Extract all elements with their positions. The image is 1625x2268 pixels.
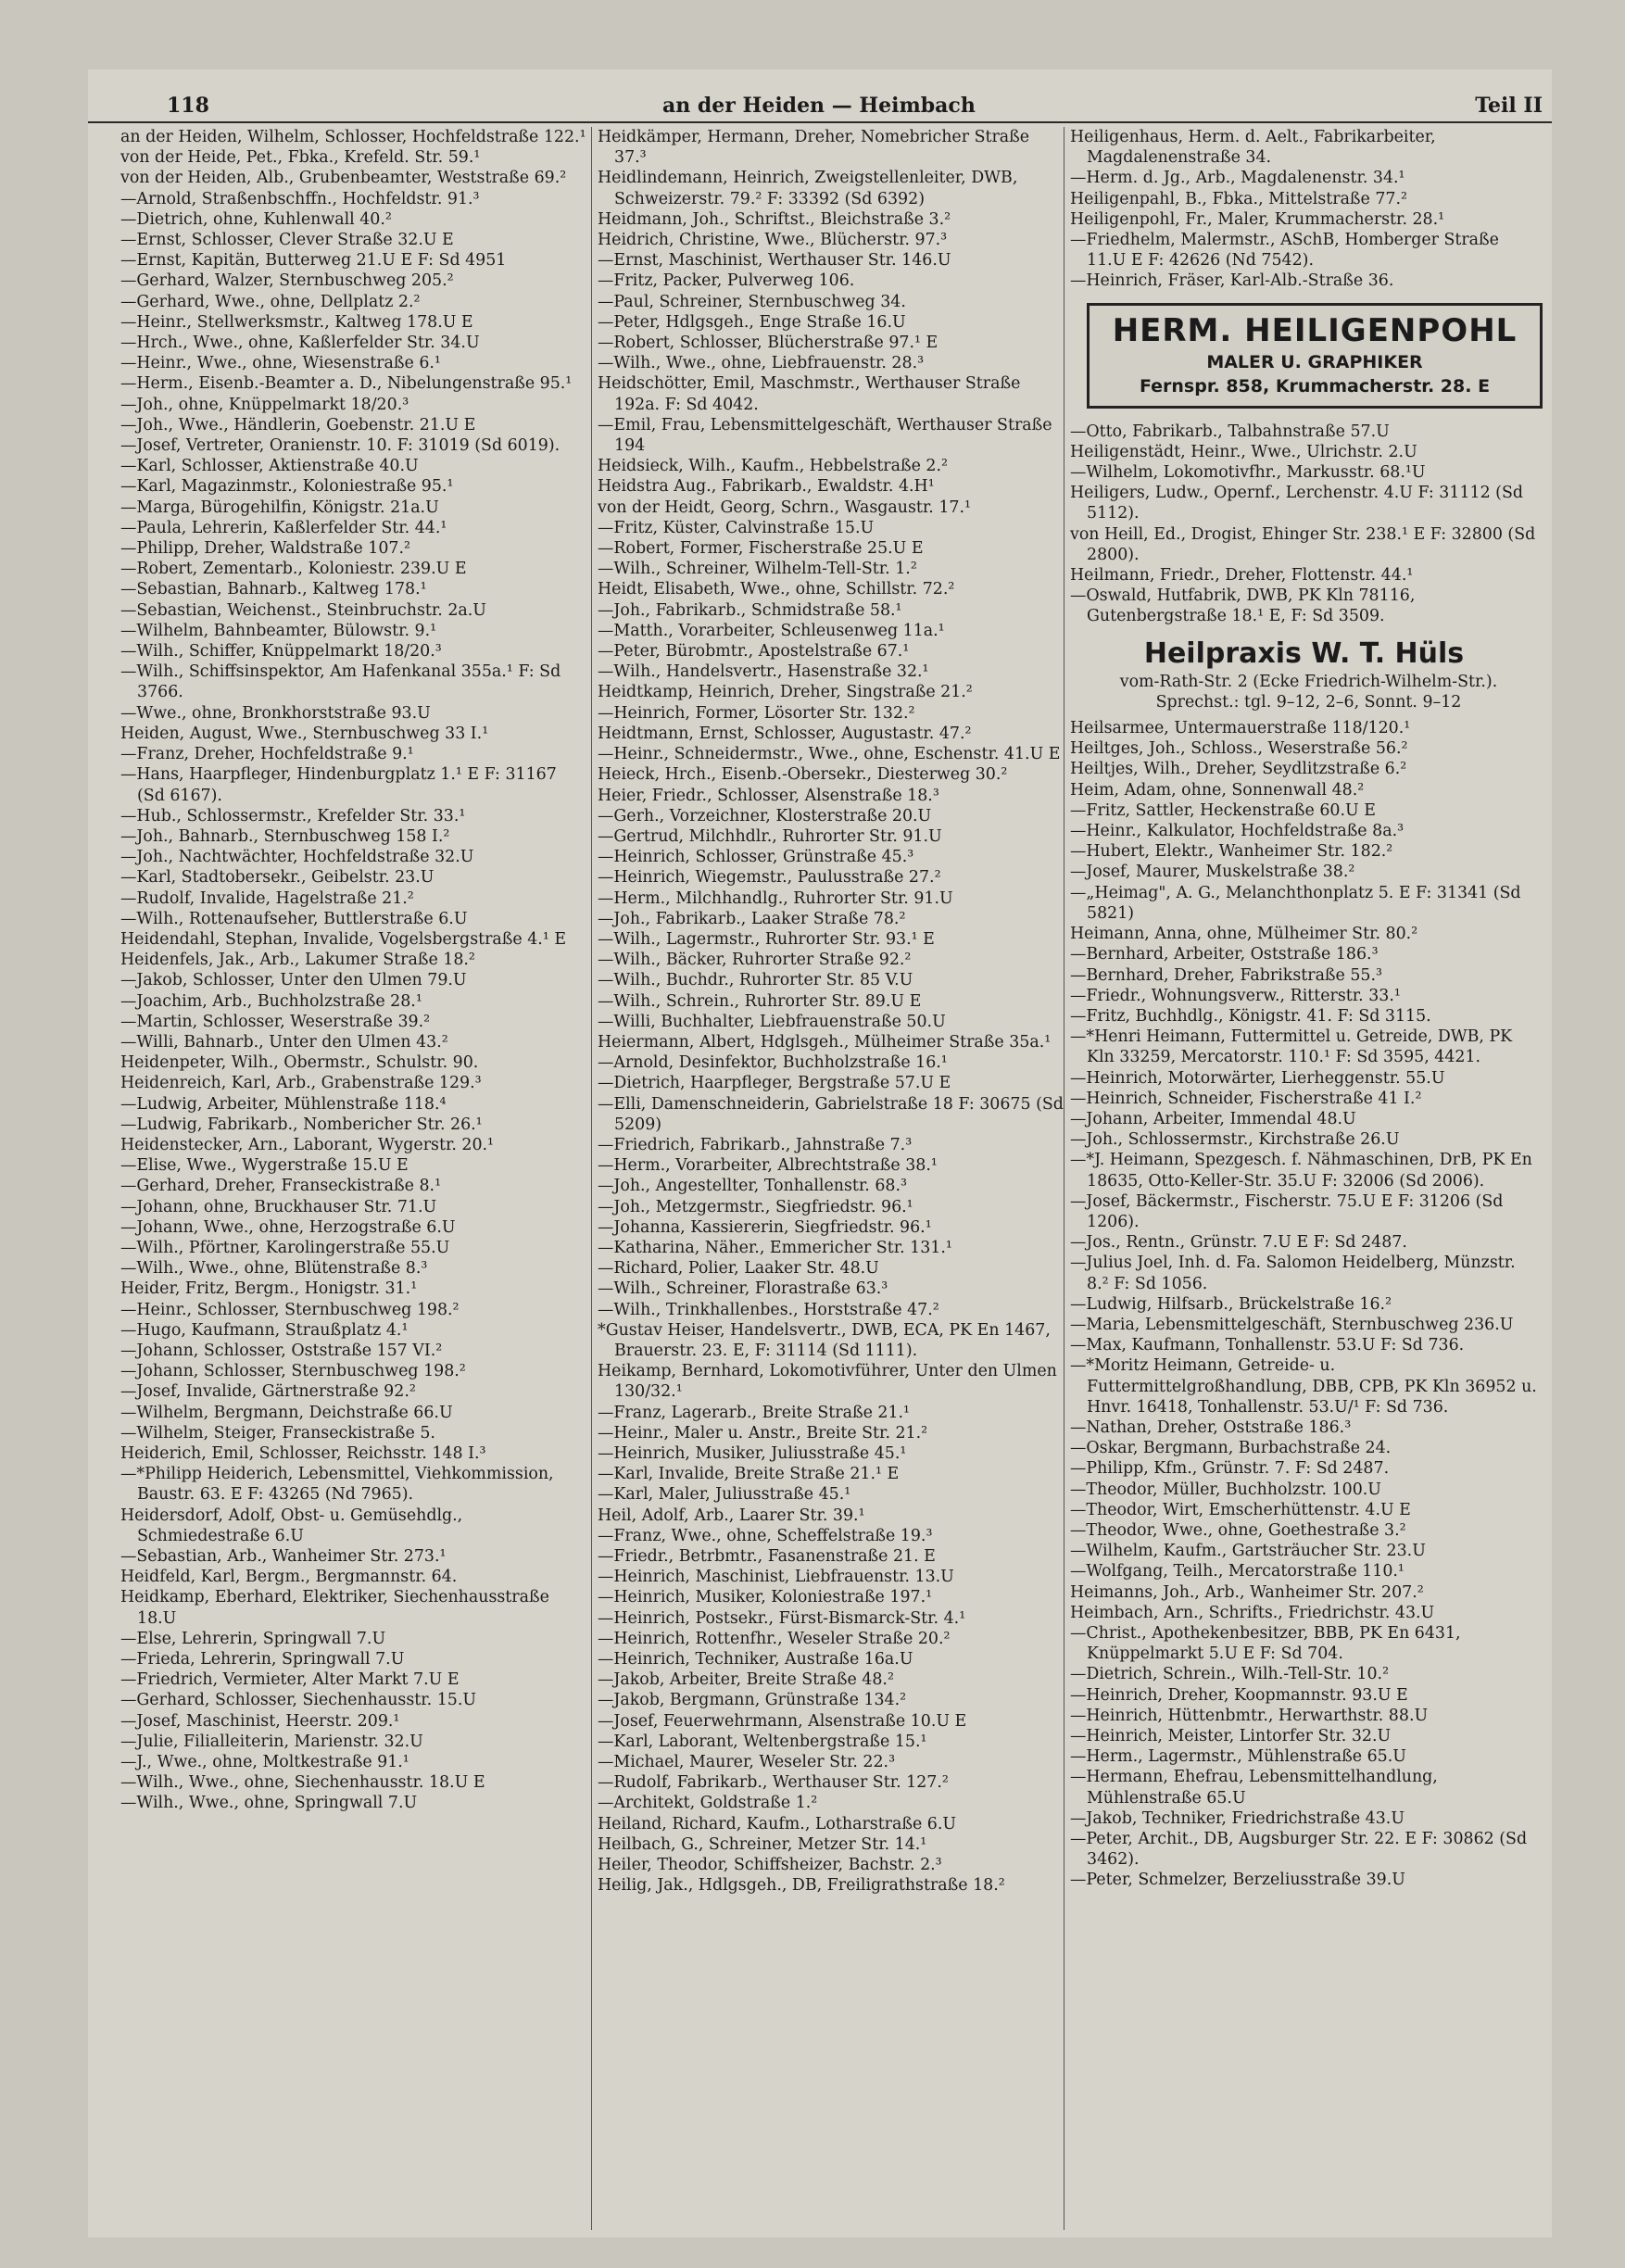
directory-entry: —Wwe., ohne, Bronkhorststraße 93.U [120, 703, 431, 723]
page-range: an der Heiden — Heimbach [662, 94, 976, 118]
directory-entry: —Friedr., Wohnungsverw., Ritterstr. 33.¹ [1070, 986, 1401, 1005]
directory-entry: —Franz, Lagerarb., Breite Straße 21.¹ [598, 1403, 911, 1422]
directory-entry: —Arnold, Straßenbschffn., Hochfeldstr. 91.³ [120, 189, 480, 208]
directory-entry: —Bernhard, Dreher, Fabrikstraße 55.³ [1070, 965, 1383, 985]
column-divider [591, 127, 592, 2230]
directory-entry: —Philipp, Kfm., Grünstr. 7. F: Sd 2487. [1070, 1459, 1390, 1479]
directory-entry: —Joh., Fabrikarb., Schmidstraße 58.¹ [598, 600, 902, 620]
advert-contact: Fernspr. 858, Krummacherstr. 28. E [1139, 375, 1491, 397]
directory-entry: Heilmann, Friedr., Dreher, Flottenstr. 44.¹ [1070, 566, 1414, 586]
directory-entry: —Ludwig, Arbeiter, Mühlenstraße 118.⁴ [120, 1094, 447, 1114]
directory-entry: —Joh., Metzgermstr., Siegfriedstr. 96.¹ [598, 1197, 913, 1216]
directory-entry: —Hrch., Wwe., ohne, Kaßlerfelder Str. 34.U [120, 334, 480, 353]
directory-entry: Heidtkamp, Heinrich, Dreher, Singstraße 21.² [598, 683, 973, 702]
directory-entry: —Heinr., Stellwerksmstr., Kaltweg 178.U E [120, 312, 473, 332]
directory-entry: —Karl, Stadtobersekr., Geibelstr. 23.U [120, 868, 435, 888]
advert-huels [1070, 636, 1538, 712]
directory-entry: —Heinr., Schlosser, Sternbuschweg 198.² [120, 1300, 460, 1319]
directory-entry: —Karl, Magazinmstr., Koloniestraße 95.¹ [120, 477, 454, 497]
part-label: Teil II [1475, 94, 1543, 118]
directory-entry: —Josef, Vertreter, Oranienstr. 10. F: 31019 (Sd 6019). [120, 436, 561, 456]
directory-entry: —Wilhelm, Kaufm., Gartsträucher Str. 23.U [1070, 1542, 1426, 1561]
directory-entry: Heiligenpahl, B., Fbka., Mittelstraße 77.² [1070, 189, 1407, 208]
directory-entry: —Wilh., Schiffer, Knüppelmarkt 18/20.³ [120, 642, 442, 662]
directory-entry: —Architekt, Goldstraße 1.² [598, 1794, 818, 1813]
directory-entry: Heiligenpohl, Fr., Maler, Krummacherstr. 28.¹ [1070, 209, 1445, 229]
directory-entry: —*Moritz Heimann, Getreide- u. Futtermittelgroßhandlung, DBB, CPB, PK Kln 36952 u. Hnvr. 16418, Tonhallenstr. 53.U/¹ F: Sd 736. [1070, 1356, 1537, 1417]
directory-entry: Heiligenstädt, Heinr., Wwe., Ulrichstr. 2.U [1070, 442, 1417, 461]
directory-entry: —Willi, Buchhalter, Liebfrauenstraße 50.U [598, 1012, 946, 1031]
directory-entry: —Elli, Damenschneiderin, Gabrielstraße 18 F: 30675 (Sd 5209) [598, 1094, 1064, 1134]
directory-entry: Heidkamp, Eberhard, Elektriker, Siechenhausstraße 18.U [120, 1588, 549, 1628]
directory-entry: —Franz, Dreher, Hochfeldstraße 9.¹ [120, 745, 414, 764]
directory-entry: an der Heiden, Wilhelm, Schlosser, Hochfeldstraße 122.¹ [120, 128, 586, 146]
directory-entry: —Dietrich, Schrein., Wilh.-Tell-Str. 10.² [1070, 1665, 1390, 1684]
directory-entry: —Sebastian, Arb., Wanheimer Str. 273.¹ [120, 1547, 447, 1567]
directory-entry: Heidersdorf, Adolf, Obst- u. Gemüsehdlg., Schmiedestraße 6.U [120, 1506, 463, 1545]
directory-entry: Heiltjes, Wilh., Dreher, Seydlitzstraße 6.² [1070, 760, 1407, 779]
directory-entry: —Karl, Laborant, Weltenbergstraße 15.¹ [598, 1732, 927, 1751]
directory-entry: —Joh., Fabrikarb., Laaker Straße 78.² [598, 909, 906, 928]
directory-entry: —Sebastian, Weichenst., Steinbruchstr. 2a.U [120, 600, 486, 620]
directory-entry: —Ludwig, Fabrikarb., Nombericher Str. 26.¹ [120, 1115, 483, 1134]
directory-entry: Heilsarmee, Untermauerstraße 118/120.¹ [1070, 719, 1411, 738]
directory-entry: —Heinrich, Techniker, Austraße 16a.U [598, 1650, 913, 1670]
directory-entry: —Wilh., Schrein., Ruhrorter Str. 89.U E [598, 991, 922, 1011]
directory-entry: Heimann, Anna, ohne, Mülheimer Str. 80.² [1070, 925, 1418, 944]
directory-entry: —Heinr., Schneidermstr., Wwe., ohne, Eschenstr. 41.U E [598, 745, 1061, 764]
directory-entry: —Josef, Feuerwehrmann, Alsenstraße 10.U E [598, 1711, 967, 1731]
directory-entry: —Johann, Schlosser, Oststraße 157 VI.² [120, 1341, 443, 1360]
directory-entry: —Hub., Schlossermstr., Krefelder Str. 33.¹ [120, 806, 466, 825]
directory-entry: —Theodor, Wirt, Emscherhüttenstr. 4.U E [1070, 1500, 1411, 1519]
directory-entry: Heilbach, G., Schreiner, Metzer Str. 14.¹ [598, 1834, 927, 1854]
directory-entry: —Herm., Lagermstr., Mühlenstraße 65.U [1070, 1747, 1406, 1767]
directory-entry: —Wilh., Trinkhallenbes., Horststraße 47.² [598, 1300, 939, 1319]
directory-entry: —Herm., Milchhandlg., Ruhrorter Str. 91.U [598, 888, 953, 908]
directory-entry: —Marga, Bürogehilfin, Königstr. 21a.U [120, 498, 439, 517]
directory-entry: —Joh., Angestellter, Tonhallenstr. 68.³ [598, 1177, 907, 1196]
directory-entry: —Jakob, Schlosser, Unter den Ulmen 79.U [120, 971, 467, 990]
directory-entry: —Wilh., Pförtner, Karolingerstraße 55.U [120, 1238, 450, 1257]
directory-entry: Heim, Adam, ohne, Sonnenwall 48.² [1070, 780, 1365, 800]
directory-entry: —Robert, Former, Fischerstraße 25.U E [598, 539, 924, 559]
directory-entry: Heiland, Richard, Kaufm., Lotharstraße 6.U [598, 1814, 957, 1833]
directory-entry: —Karl, Invalide, Breite Straße 21.¹ E [598, 1465, 900, 1484]
directory-entry: —Heinrich, Musiker, Juliusstraße 45.¹ [598, 1444, 907, 1463]
directory-entry: —Hans, Haarpfleger, Hindenburgplatz 1.¹ E F: 31167 (Sd 6167). [120, 765, 557, 805]
directory-entry: —Ludwig, Hilfsarb., Brückelstraße 16.² [1070, 1294, 1392, 1314]
directory-entry: —Wilhelm, Bahnbeamter, Bülowstr. 9.¹ [120, 621, 437, 640]
directory-entry: —Fritz, Küster, Calvinstraße 15.U [598, 518, 875, 537]
column-1 [120, 127, 588, 1814]
directory-entry: —Peter, Schmelzer, Berzeliusstraße 39.U [1070, 1871, 1405, 1890]
directory-entry: —Johanna, Kassiererin, Siegfriedstr. 96.¹ [598, 1217, 932, 1237]
directory-entry: —Josef, Maurer, Muskelstraße 38.² [1070, 863, 1355, 882]
directory-entry: —Theodor, Müller, Buchholzstr. 100.U [1070, 1480, 1381, 1499]
directory-entry: —Hugo, Kaufmann, Straußplatz 4.¹ [120, 1320, 409, 1340]
directory-entry: —Heinr., Maler u. Anstr., Breite Str. 21.² [598, 1423, 928, 1443]
directory-entry: Heidendahl, Stephan, Invalide, Vogelsbergstraße 4.¹ E [120, 929, 567, 949]
directory-entry: —Gertrud, Milchhdlr., Ruhrorter Str. 91.U [598, 826, 942, 846]
directory-entry: —Bernhard, Arbeiter, Oststraße 186.³ [1070, 945, 1379, 964]
advert-name: Heilpraxis W. T. Hüls [1143, 636, 1465, 670]
directory-entry: —Richard, Polier, Laaker Str. 48.U [598, 1259, 879, 1279]
directory-entry: —Gerh., Vorzeichner, Klosterstraße 20.U [598, 806, 932, 825]
directory-entry: —Heinr., Kalkulator, Hochfeldstraße 8a.³ [1070, 822, 1405, 841]
directory-entry: —Gerhard, Wwe., ohne, Dellplatz 2.² [120, 292, 421, 311]
directory-entry: —Michael, Maurer, Weseler Str. 22.³ [598, 1753, 896, 1772]
directory-entry: —Wilh., Schreiner, Wilhelm-Tell-Str. 1.² [598, 560, 917, 579]
directory-entry: —Wolfgang, Teilh., Mercatorstraße 110.¹ [1070, 1562, 1405, 1581]
directory-entry: —Paul, Schreiner, Sternbuschweg 34. [598, 292, 906, 311]
directory-entry: Heidsieck, Wilh., Kaufm., Hebbelstraße 2.² [598, 457, 948, 476]
directory-entry: —Heinrich, Meister, Lintorfer Str. 32.U [1070, 1727, 1392, 1746]
directory-entry: —Nathan, Dreher, Oststraße 186.³ [1070, 1418, 1352, 1437]
directory-entry: —Joh., Bahnarb., Sternbuschweg 158 I.² [120, 826, 450, 846]
directory-entry: —Heinr., Wwe., ohne, Wiesenstraße 6.¹ [120, 354, 441, 373]
directory-entry: —Joh., ohne, Knüppelmarkt 18/20.³ [120, 395, 409, 414]
directory-entry: —Wilh., Buchdr., Ruhrorter Str. 85 V.U [598, 971, 913, 990]
directory-entry: —Otto, Fabrikarb., Talbahnstraße 57.U [1070, 422, 1390, 441]
directory-entry: —Oskar, Bergmann, Burbachstraße 24. [1070, 1439, 1392, 1458]
directory-entry: —*J. Heimann, Spezgesch. f. Nähmaschinen, DrB, PK En 18635, Otto-Keller-Str. 35.U F: 32006 (Sd 2006). [1070, 1151, 1532, 1191]
directory-entry: —Jakob, Arbeiter, Breite Straße 48.² [598, 1670, 894, 1690]
directory-entry: —Fritz, Packer, Pulverweg 106. [598, 271, 855, 291]
directory-entry: —Wilh., Schiffsinspektor, Am Hafenkanal 355a.¹ F: Sd 3766. [120, 662, 561, 702]
directory-entry: Heieck, Hrch., Eisenb.-Obersekr., Diesterweg 30.² [598, 765, 1008, 785]
directory-entry: Heidlindemann, Heinrich, Zweigstellenleiter, DWB, Schweizerstr. 79.² F: 33392 (Sd 6392) [598, 169, 1018, 208]
directory-entry: —Johann, ohne, Bruckhauser Str. 71.U [120, 1197, 437, 1216]
directory-entry: —Johann, Wwe., ohne, Herzogstraße 6.U [120, 1217, 456, 1237]
directory-entry: —Jakob, Techniker, Friedrichstraße 43.U [1070, 1808, 1405, 1828]
directory-entry: —Fritz, Sattler, Heckenstraße 60.U E [1070, 800, 1376, 820]
directory-entry: —Katharina, Näher., Emmericher Str. 131.¹ [598, 1238, 952, 1257]
directory-entry: —Christ., Apothekenbesitzer, BBB, PK En 6431, Knüppelmarkt 5.U E F: Sd 704. [1070, 1624, 1461, 1664]
advert-heiligenpohl [1087, 303, 1543, 409]
directory-entry: —Theodor, Wwe., ohne, Goethestraße 3.² [1070, 1520, 1406, 1540]
directory-entry: Heidenreich, Karl, Arb., Grabenstraße 129.³ [120, 1074, 482, 1093]
directory-entry: —Matth., Vorarbeiter, Schleusenweg 11a.¹ [598, 621, 945, 640]
directory-entry: —Franz, Wwe., ohne, Scheffelstraße 19.³ [598, 1526, 933, 1545]
directory-entry: —Wilh., Wwe., ohne, Springwall 7.U [120, 1794, 418, 1813]
directory-entry: —Wilh., Lagermstr., Ruhrorter Str. 93.¹ E [598, 929, 935, 949]
directory-entry: —Wilh., Wwe., ohne, Liebfrauenstr. 28.³ [598, 354, 925, 373]
directory-entry: —J., Wwe., ohne, Moltkestraße 91.¹ [120, 1753, 409, 1772]
directory-entry: von der Heiden, Alb., Grubenbeamter, Weststraße 69.² [120, 169, 567, 188]
directory-entry: —Hermann, Ehefrau, Lebensmittelhandlung, Mühlenstraße 65.U [1070, 1768, 1438, 1808]
directory-entry: von der Heide, Pet., Fbka., Krefeld. Str. 59.¹ [120, 148, 481, 168]
directory-entry: —Gerhard, Dreher, Franseckistraße 8.¹ [120, 1177, 442, 1196]
directory-entry: —Friedrich, Vermieter, Alter Markt 7.U E [120, 1670, 460, 1690]
directory-entry: —Max, Kaufmann, Tonhallenstr. 53.U F: Sd 736. [1070, 1336, 1465, 1355]
directory-entry: Heiligers, Ludw., Opernf., Lerchenstr. 4.U F: 31112 (Sd 5112). [1070, 484, 1523, 523]
advert-name: HERM. HEILIGENPOHL [1112, 311, 1518, 349]
directory-entry: —Heinrich, Postsekr., Fürst-Bismarck-Str. 4.¹ [598, 1608, 966, 1628]
directory-entry: —Herm. d. Jg., Arb., Magdalenenstr. 34.¹ [1070, 169, 1405, 188]
directory-entry: —Joh., Schlossermstr., Kirchstraße 26.U [1070, 1130, 1400, 1150]
directory-entry: —Sebastian, Bahnarb., Kaltweg 178.¹ [120, 580, 427, 599]
page-header [88, 88, 1552, 123]
directory-entry: —Heinrich, Maschinist, Liebfrauenstr. 13.U [598, 1568, 954, 1587]
directory-entry: —Josef, Invalide, Gärtnerstraße 92.² [120, 1382, 416, 1402]
directory-entry: —Heinrich, Dreher, Koopmannstr. 93.U E [1070, 1685, 1408, 1705]
directory-entry: —Heinrich, Motorwärter, Lierheggenstr. 55.U [1070, 1068, 1445, 1088]
advert-text: vom-Rath-Str. 2 (Ecke Friedrich-Wilhelm-Str.). Sprechst.: tgl. 9–12, 2–6, Sonnt. 9–12 [1119, 672, 1498, 712]
directory-entry: —Johann, Schlosser, Sternbuschweg 198.² [120, 1362, 466, 1381]
directory-entry: —Karl, Maler, Juliusstraße 45.¹ [598, 1485, 851, 1505]
directory-entry: Heidfeld, Karl, Bergm., Bergmannstr. 64. [120, 1568, 458, 1587]
directory-entry: —Heinrich, Rottenfhr., Weseler Straße 20.² [598, 1629, 951, 1648]
directory-entry: —Wilh., Handelsvertr., Hasenstraße 32.¹ [598, 662, 929, 682]
directory-entry: Heider, Fritz, Bergm., Honigstr. 31.¹ [120, 1279, 418, 1299]
directory-entry: von Heill, Ed., Drogist, Ehinger Str. 238.¹ E F: 32800 (Sd 2800). [1070, 524, 1536, 564]
directory-entry: —Paula, Lehrerin, Kaßlerfelder Str. 44.¹ [120, 518, 447, 537]
directory-entry: —Peter, Archit., DB, Augsburger Str. 22. E F: 30862 (Sd 3462). [1070, 1830, 1528, 1870]
directory-entry: —Rudolf, Invalide, Hagelstraße 21.² [120, 888, 414, 908]
directory-entry: —Ernst, Maschinist, Werthauser Str. 146.U [598, 251, 951, 271]
directory-entry: —Jos., Rentn., Grünstr. 7.U E F: Sd 2487. [1070, 1233, 1407, 1253]
directory-entry: Heidenstecker, Arn., Laborant, Wygerstr. 20.¹ [120, 1135, 495, 1154]
directory-entry: Heikamp, Bernhard, Lokomotivführer, Unter den Ulmen 130/32.¹ [598, 1362, 1057, 1402]
directory-entry: —Robert, Zementarb., Koloniestr. 239.U E [120, 560, 467, 579]
directory-entry: —Dietrich, Haarpfleger, Bergstraße 57.U E [598, 1074, 951, 1093]
directory-entry: Heier, Friedr., Schlosser, Alsenstraße 18.³ [598, 786, 939, 805]
directory-entry: Heidkämper, Hermann, Dreher, Nomebricher Straße 37.³ [598, 128, 1030, 168]
directory-entry: —Friedrich, Fabrikarb., Jahnstraße 7.³ [598, 1135, 913, 1154]
directory-entry: —Arnold, Desinfektor, Buchholzstraße 16.¹ [598, 1053, 948, 1073]
directory-entry: —Oswald, Hutfabrik, DWB, PK Kln 78116, Gutenbergstraße 18.¹ E, F: Sd 3509. [1070, 586, 1416, 626]
directory-entry: —Peter, Hdlgsgeh., Enge Straße 16.U [598, 312, 906, 332]
directory-entry: Heidenfels, Jak., Arb., Lakumer Straße 18.² [120, 951, 475, 970]
directory-entry: —Karl, Schlosser, Aktienstraße 40.U [120, 457, 419, 476]
directory-page [88, 69, 1552, 2237]
directory-entry: —Heinrich, Schneider, Fischerstraße 41 I.² [1070, 1089, 1422, 1108]
directory-entry: —Wilhelm, Bergmann, Deichstraße 66.U [120, 1403, 453, 1422]
directory-entry: —Josef, Bäckermstr., Fischerstr. 75.U E F: 31206 (Sd 1206). [1070, 1191, 1504, 1231]
directory-entry: Heiligenhaus, Herm. d. Aelt., Fabrikarbeiter, Magdalenenstraße 34. [1070, 128, 1436, 168]
directory-entry: Heidstra Aug., Fabrikarb., Ewaldstr. 4.H¹ [598, 477, 935, 497]
directory-entry: Heiler, Theodor, Schiffsheizer, Bachstr. 2.³ [598, 1856, 942, 1875]
directory-entry: —Julius Joel, Inh. d. Fa. Salomon Heidelberg, Münzstr. 8.² F: Sd 1056. [1070, 1254, 1516, 1293]
directory-entry: —Heinrich, Musiker, Koloniestraße 197.¹ [598, 1588, 933, 1607]
directory-entry: —Else, Lehrerin, Springwall 7.U [120, 1629, 386, 1648]
directory-entry: —Friedhelm, Malermstr., ASchB, Homberger Straße 11.U E F: 42626 (Nd 7542). [1070, 231, 1499, 271]
directory-entry: —Frieda, Lehrerin, Springwall 7.U [120, 1650, 405, 1670]
directory-entry: —Gerhard, Walzer, Sternbuschweg 205.² [120, 271, 454, 291]
directory-entry: —Ernst, Kapitän, Butterweg 21.U E F: Sd 4951 [120, 251, 507, 271]
directory-entry: —„Heimag", A. G., Melanchthonplatz 5. E F: 31341 (Sd 5821) [1070, 883, 1521, 923]
directory-entry: —*Philipp Heiderich, Lebensmittel, Viehkommission, Baustr. 63. E F: 43265 (Nd 7965). [120, 1465, 554, 1505]
directory-entry: Heidtmann, Ernst, Schlosser, Augustastr. 47.² [598, 724, 972, 743]
directory-entry: Heiden, August, Wwe., Sternbuschweg 33 I.¹ [120, 724, 489, 743]
directory-entry: —Elise, Wwe., Wygerstraße 15.U E [120, 1156, 409, 1176]
directory-entry: —Heinrich, Former, Lösorter Str. 132.² [598, 703, 915, 723]
directory-entry: Heiltges, Joh., Schloss., Weserstraße 56.² [1070, 739, 1408, 759]
directory-entry: —Fritz, Buchhdlg., Königstr. 41. F: Sd 3115. [1070, 1006, 1431, 1026]
directory-entry: —Ernst, Schlosser, Clever Straße 32.U E [120, 231, 454, 250]
directory-entry: —Heinrich, Hüttenbmtr., Herwarthstr. 88.U [1070, 1706, 1429, 1725]
directory-entry: —Wilhelm, Lokomotivfhr., Markusstr. 68.¹U [1070, 463, 1426, 483]
directory-entry: —Robert, Schlosser, Blücherstraße 97.¹ E [598, 334, 938, 353]
directory-entry: Heidrich, Christine, Wwe., Blücherstr. 97.³ [598, 231, 948, 250]
directory-entry: Heilig, Jak., Hdlgsgeh., DB, Freiligrathstraße 18.² [598, 1876, 1005, 1896]
directory-entry: —Joh., Wwe., Händlerin, Goebenstr. 21.U E [120, 415, 476, 435]
directory-entry: Heidt, Elisabeth, Wwe., ohne, Schillstr. 72.² [598, 580, 955, 599]
directory-entry: Heil, Adolf, Arb., Laarer Str. 39.¹ [598, 1506, 865, 1525]
advert-subtitle: MALER U. GRAPHIKER [1206, 351, 1423, 372]
directory-entry: —Heinrich, Fräser, Karl-Alb.-Straße 36. [1070, 271, 1394, 291]
directory-entry: Heimbach, Arn., Schrifts., Friedrichstr. 43.U [1070, 1603, 1435, 1622]
directory-entry: Heidschötter, Emil, Maschmstr., Werthauser Straße 192a. F: Sd 4042. [598, 374, 1021, 414]
directory-entry: —Josef, Maschinist, Heerstr. 209.¹ [120, 1711, 400, 1731]
directory-entry: —Johann, Arbeiter, Immendal 48.U [1070, 1109, 1356, 1128]
directory-entry: —Joh., Nachtwächter, Hochfeldstraße 32.U [120, 848, 474, 867]
directory-entry: —Wilh., Wwe., ohne, Blütenstraße 8.³ [120, 1259, 428, 1279]
directory-entry: Heidmann, Joh., Schriftst., Bleichstraße 3.² [598, 209, 951, 229]
directory-entry: Heidenpeter, Wilh., Obermstr., Schulstr. 90. [120, 1053, 479, 1073]
directory-entry: —Jakob, Bergmann, Grünstraße 134.² [598, 1691, 907, 1710]
directory-entry: —Joachim, Arb., Buchholzstraße 28.¹ [120, 991, 422, 1011]
directory-entry: —Emil, Frau, Lebensmittelgeschäft, Werthauser Straße 194 [598, 415, 1052, 456]
page-number: 118 [167, 94, 209, 118]
directory-entry: —Wilh., Wwe., ohne, Siechenhausstr. 18.U E [120, 1773, 485, 1793]
directory-entry: —Philipp, Dreher, Waldstraße 107.² [120, 539, 410, 559]
directory-entry: —Maria, Lebensmittelgeschäft, Sternbuschweg 236.U [1070, 1315, 1514, 1334]
column-2 [598, 127, 1065, 1896]
directory-entry: —Martin, Schlosser, Weserstraße 39.² [120, 1012, 431, 1031]
directory-entry: —*Henri Heimann, Futtermittel u. Getreide, DWB, PK Kln 33259, Mercatorstr. 110.¹ F: Sd 3595, 4421. [1070, 1027, 1513, 1067]
directory-entry: von der Heidt, Georg, Schrn., Wasgaustr. 17.¹ [598, 498, 971, 517]
directory-entry: *Gustav Heiser, Handelsvertr., DWB, ECA, PK En 1467, Brauerstr. 23. E, F: 31114 (Sd 1111). [598, 1320, 1051, 1360]
directory-entry: —Wilhelm, Steiger, Franseckistraße 5. [120, 1423, 435, 1443]
directory-entry: Heiderich, Emil, Schlosser, Reichsstr. 148 I.³ [120, 1444, 486, 1463]
column-3 [1070, 127, 1538, 1891]
directory-entry: Heiermann, Albert, Hdglsgeh., Mülheimer Straße 35a.¹ [598, 1032, 1052, 1052]
directory-entry: —Heinrich, Wiegemstr., Paulusstraße 27.² [598, 868, 941, 888]
directory-entry: —Peter, Bürobmtr., Apostelstraße 67.¹ [598, 642, 910, 662]
directory-entry: Heimanns, Joh., Arb., Wanheimer Str. 207.² [1070, 1582, 1424, 1602]
directory-entry: —Heinrich, Schlosser, Grünstraße 45.³ [598, 848, 914, 867]
directory-entry: —Rudolf, Fabrikarb., Werthauser Str. 127.² [598, 1773, 949, 1793]
directory-entry: —Wilh., Bäcker, Ruhrorter Straße 92.² [598, 951, 912, 970]
directory-entry: —Julie, Filialleiterin, Marienstr. 32.U [120, 1732, 423, 1751]
directory-entry: —Dietrich, ohne, Kuhlenwall 40.² [120, 209, 392, 229]
directory-entry: —Herm., Eisenb.-Beamter a. D., Nibelungenstraße 95.¹ [120, 374, 573, 394]
directory-entry: —Gerhard, Schlosser, Siechenhausstr. 15.U [120, 1691, 477, 1710]
directory-entry: —Herm., Vorarbeiter, Albrechtstraße 38.¹ [598, 1156, 938, 1176]
directory-entry: —Wilh., Schreiner, Florastraße 63.³ [598, 1279, 888, 1299]
directory-entry: —Hubert, Elektr., Wanheimer Str. 182.² [1070, 842, 1393, 862]
directory-entry: —Friedr., Betrbmtr., Fasanenstraße 21. E [598, 1547, 936, 1567]
directory-entry: —Wilh., Rottenaufseher, Buttlerstraße 6.U [120, 909, 468, 928]
directory-entry: —Willi, Bahnarb., Unter den Ulmen 43.² [120, 1032, 448, 1052]
